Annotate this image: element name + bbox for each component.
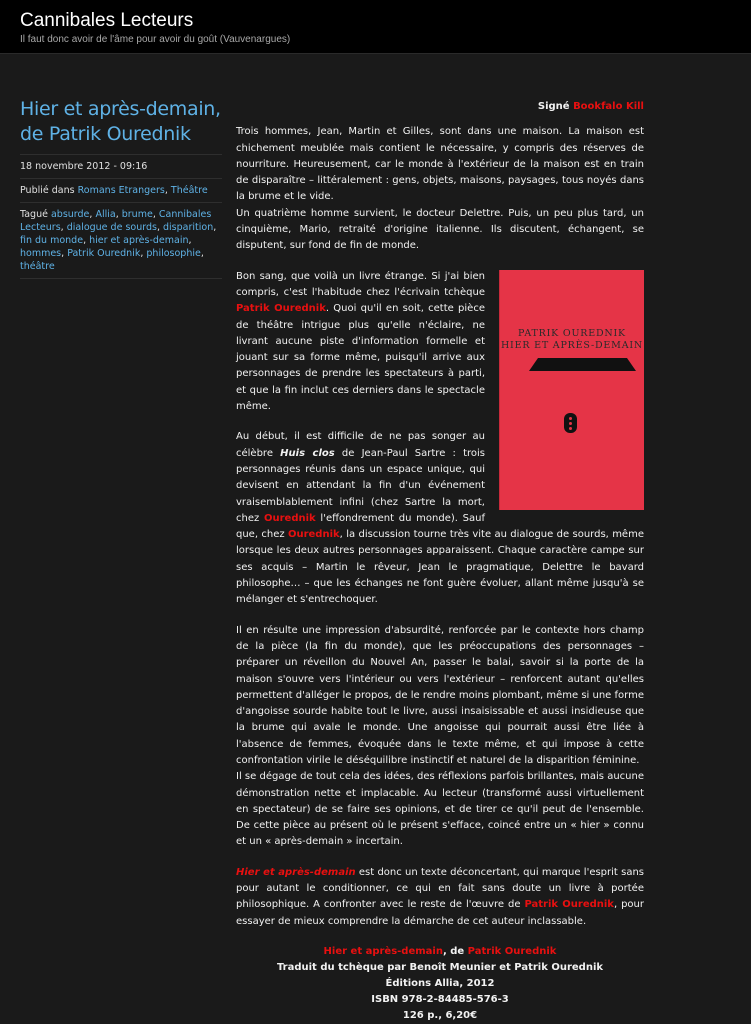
cover-bar-shape [529, 358, 636, 371]
category-link[interactable]: Théâtre [170, 185, 208, 196]
work-title: Huis clos [280, 447, 335, 459]
signature-author-link[interactable]: Bookfalo Kill [573, 101, 644, 112]
article-paragraph [236, 865, 644, 930]
text-span: l'effondrement du monde). Sauf que, chez [236, 512, 485, 541]
article-paragraph: Un quatrième homme survient, le docteur Delettre. Puis, un peu plus tard, un cinquième, Mario, retraité d'origine italienne. Ils discutent, échangent, se disputent, sur fond de fin de monde. [236, 207, 644, 252]
text-span: . Quoi qu'il en soit, cette pièce de théâtre intrigue plus qu'elle n'éclaire, ne livrant aucune piste d'information formelle et jouant sur sa forme même, puisqu'il arrive aux personnages de prendre les spectateurs à parti, et que la fin inclut ces derniers dans le spectacle même. [236, 303, 485, 413]
tag-link[interactable]: philosophie [146, 248, 201, 259]
text-span: , la discussion tourne très vite au dialogue de sourds, même lorsque les deux autres personnages apparaissent. Chaque caractère campe sur ses acquis – Martin le rêveur, Jean le pragmatique, Delettre le bavard philosophe… – que les échanges ne font guère évoluer, allant même jusqu'à se mélanger et s'entrechoquer. [236, 529, 644, 606]
post-tags: Tagué absurde, Allia, brume, Cannibales Lecteurs, dialogue de sourds, disparition, fin du monde, hier et après-demain, hommes, Patrik Ourednik, philosophie, théâtre [20, 203, 222, 279]
book-colophon [236, 944, 644, 1024]
article-paragraph: Trois hommes, Jean, Martin et Gilles, sont dans une maison. La maison est chichement meublée mais contient le nécessaire, y compris des réserves de nourriture. Heureusement, car le monde à l'extérieur de la maison est en train de disparaître – littéralement : gens, objets, maisons, paysages, tous noyés dans la brume et le vide. [236, 126, 644, 203]
article-paragraph: Il en résulte une impression d'absurdité, renforcée par le contexte hors champ de la pièce (la fin du monde), que les préoccupations des personnages – préparer un réveillon du Nouvel An, passer le balai, savoir si la porte de la maison s'ouvre vers l'intérieur ou vers l'extérieur – renforcent autant qu'elles permettent d'alléger le propos, de le rendre moins plombant, même si une forme d'angoisse sourde habite tout le livre, aussi insaisissable et aussi insidieuse que la brume qui avale le monde. Une angoisse qui pourrait aussi être liée à l'absence de femmes, évoquée dans le texte même, et qui impose à cette confrontation virile le déséquilibre instinctif et naturel de la disparition féminine. [236, 624, 644, 766]
tag-link[interactable]: dialogue de sourds [66, 222, 157, 233]
tag-link[interactable]: hier et après-demain [89, 235, 189, 246]
tag-link[interactable]: théâtre [20, 261, 55, 272]
tag-link[interactable]: disparition [163, 222, 214, 233]
author-link[interactable]: Ourednik [287, 529, 340, 541]
tag-link[interactable]: Allia [95, 209, 116, 220]
text-span: Au début, il est difficile de ne pas songer au célèbre [236, 431, 485, 459]
text-span: de Jean-Paul Sartre : trois personnages réunis dans un espace unique, qui devisent en attendant la fin d'un événement vraisemblablement infini (chez Sartre la mort, chez [236, 447, 486, 524]
colophon-isbn: ISBN 978-2-84485-576-3 [371, 993, 509, 1005]
tag-link[interactable]: fin du monde [20, 235, 84, 246]
site-title[interactable]: Cannibales Lecteurs [20, 10, 194, 31]
post-sidebar [20, 97, 222, 279]
post-title: Hier et après-demain, de Patrik Ourednik [20, 98, 221, 145]
post-date: 18 novembre 2012 - 09:16 [20, 154, 222, 179]
text-span: , pour essayer de mieux comprendre la démarche de cet auteur inclassable. [236, 899, 644, 927]
author-link[interactable]: Patrik Ourednik [467, 945, 557, 957]
signature-label: Signé [537, 101, 574, 112]
site-tagline: Il faut donc avoir de l'âme pour avoir du goût (Vauvenargues) [20, 34, 291, 45]
colophon-title-line [236, 944, 644, 960]
text-span: Bon sang, que voilà un livre étrange. Si j'ai bien compris, c'est l'habitude chez l'écrivain tchèque [236, 270, 485, 298]
category-link[interactable]: Romans Etrangers [77, 185, 165, 196]
tag-link[interactable]: absurde [50, 209, 90, 220]
author-link[interactable]: Ourednik [263, 512, 316, 524]
cover-title: HIER ET APRÈS-DEMAIN [500, 339, 644, 351]
publisher-logo-icon [564, 413, 577, 433]
work-title: Hier et après-demain [236, 866, 356, 878]
tag-link[interactable]: Patrik Ourednik [67, 248, 141, 259]
article-paragraph: Il se dégage de tout cela des idées, des réflexions parfois brillantes, mais aucune démonstration nette et implacable. Au lecteur (transformé aussi virtuellement en spectateur) de se faire ses opinions, et de tirer ce qu'il peut de l'ensemble. De cette pièce au présent où le présent s'efface, coincé entre un « hier » connu et un « après-demain » incertain. [236, 771, 644, 848]
tag-link[interactable]: brume [121, 209, 153, 220]
site-header [0, 0, 751, 54]
tags-label: Tagué [20, 209, 51, 220]
post-signature [236, 99, 644, 115]
colophon-details: 126 p., 6,20€ [402, 1009, 478, 1021]
text-span: , de [442, 945, 468, 957]
cover-text [500, 328, 644, 352]
tag-link[interactable]: hommes [20, 248, 62, 259]
colophon-translation: Traduit du tchèque par Benoît Meunier et Patrik Ourednik [276, 961, 604, 973]
book-cover-image [499, 270, 644, 510]
author-link[interactable]: Patrik Ourednik [524, 899, 614, 911]
colophon-publisher: Éditions Allia, 2012 [385, 977, 495, 989]
author-link[interactable]: Patrik Ourednik [236, 303, 326, 315]
tag-link[interactable]: Cannibales Lecteurs [20, 209, 212, 233]
book-title-link[interactable]: Hier et après-demain [323, 945, 443, 957]
cover-author: PATRIK OUREDNIK [518, 327, 626, 339]
article-body [236, 99, 644, 1024]
text-span: est donc un texte déconcertant, qui marque l'esprit sans pour autant le conditionner, ce qui en fait sans doute un livre à portée philosophique. A confronter avec le reste de l'œuvre de [236, 866, 645, 911]
post-categories: Publié dans Romans Etrangers, Théâtre [20, 179, 222, 203]
categories-label: Publié dans [20, 185, 78, 196]
